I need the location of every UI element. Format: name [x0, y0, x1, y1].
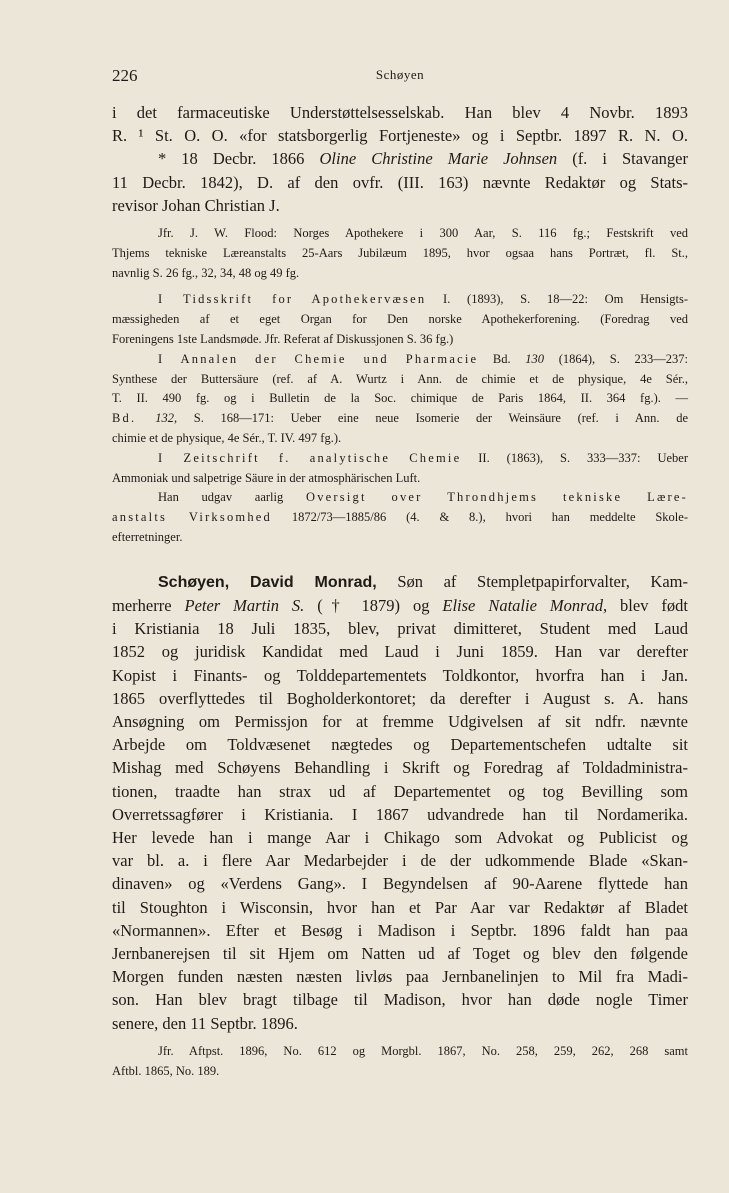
main-entry-sources	[112, 1042, 688, 1082]
text-line: Mishag med Schøyens Behandling i Skrift og Foredrag af Toldadministra-	[112, 758, 688, 778]
page-content	[112, 101, 688, 1081]
main-entry	[112, 570, 688, 1035]
work-line: mæssigheden af et eget Organ for Den norske Apothekerforening. (Foredrag ved	[112, 312, 688, 327]
text-line: til Stoughton i Wisconsin, hvor han et Par Aar var Redaktør af Bladet	[112, 897, 688, 917]
source-line: Aftbl. 1865, No. 189.	[112, 1063, 220, 1078]
entry-headword: Schøyen, David Monrad,	[158, 573, 377, 591]
father-name: Peter Martin S.	[184, 595, 305, 615]
work-line: efterretninger.	[112, 529, 183, 544]
publication-title: Oversigt over Throndhjems tekniske Lære-	[305, 490, 689, 505]
text-line: «Normannen». Efter et Besøg i Madison i Septbr. 1896 faldt han paa	[112, 920, 688, 940]
source-line: Jfr. J. W. Flood: Norges Apothekere i 300 Aar, S. 116 fg.; Festskrift ved	[158, 226, 688, 241]
work-line: Han udgav aarlig Oversigt over Throndhjems tekniske Lære-	[158, 490, 689, 505]
work-line: I Tidsskrift for Apothekervæsen I. (1893), S. 18—22: Om Hensigts-	[158, 292, 689, 307]
text-line: son. Han blev bragt tilbage til Madison, hvor han døde nogle Timer	[112, 990, 688, 1010]
source-line: navnlig S. 26 fg., 32, 34, 48 og 49 fg.	[112, 265, 300, 280]
text-line: * 18 Decbr. 1866 Oline Christine Marie Johnsen (f. i Stavanger	[158, 149, 688, 169]
spouse-name: Oline Christine Marie Johnsen	[319, 149, 558, 169]
journal-title: I Zeitschrift f. analytische Chemie	[158, 450, 462, 465]
work-line: Foreningens 1ste Landsmøde. Jfr. Referat af Diskussjonen S. 36 fg.)	[112, 332, 454, 346]
prev-entry-body	[112, 101, 688, 217]
text-line: dinaven» og «Verdens Gang». I Begyndelsen af 90-Aarene flyttede han	[112, 874, 688, 894]
work-line: chimie et de physique, 4e Sér., T. IV. 497 fg.).	[112, 430, 342, 445]
text-line: var bl. a. i flere Aar Medarbejder i de der udkommende Blade «Skan-	[112, 851, 688, 871]
text-line: tionen, traadte han strax ud af Departementet og tog Bevilling som	[112, 781, 688, 801]
text-line: Arbejde om Toldvæsenet nægtedes og Departementschefen udtalte sit	[112, 735, 688, 755]
text-line: 1852 og juridisk Kandidat med Laud i Juni 1859. Han var derefter	[112, 642, 688, 662]
work-line: Bd. 132, S. 168—171: Ueber eine neue Isomerie der Weinsäure (ref. i Ann. de	[112, 411, 689, 426]
text-line: senere, den 11 Septbr. 1896.	[112, 1013, 298, 1033]
text-line: i det farmaceutiske Understøttelsesselskab. Han blev 4 Novbr. 1893	[112, 103, 688, 122]
text-line: 11 Decbr. 1842), D. af den ovfr. (III. 163) nævnte Redaktør og Stats-	[112, 172, 688, 192]
text-line: Overretssagfører i Kristiania. I 1867 udvandrede han til Nordamerika.	[112, 804, 688, 824]
journal-title: I Annalen der Chemie und Pharmacie	[158, 351, 479, 366]
prev-entry-sources	[112, 224, 688, 283]
mother-name: Elise Natalie Monrad	[442, 595, 603, 615]
page-number: 226	[112, 66, 138, 85]
work-line: Ammoniak und salpetrige Säure in der atmosphärischen Luft.	[112, 470, 421, 485]
source-line: Jfr. Aftpst. 1896, No. 612 og Morgbl. 1867, No. 258, 259, 262, 268 samt	[158, 1043, 688, 1058]
source-line: Thjems tekniske Læreanstalts 25-Aars Jubilæum 1895, hvor ogsaa hans Portræt, fl. St.,	[112, 245, 688, 260]
work-line: I Annalen der Chemie und Pharmacie Bd. 130 (1864), S. 233—237:	[158, 351, 688, 366]
text-line: Her levede han i mange Aar i Chikago som Advokat og Publicist og	[112, 828, 688, 847]
work-line: T. II. 490 fg. og i Bulletin de la Soc. chimique de Paris 1864, II. 364 fg.). —	[112, 391, 688, 406]
text-line: 1865 overflyttedes til Bogholderkontoret; da derefter i August s. A. hans	[112, 688, 688, 708]
text-line: Kopist i Finants- og Tolddepartementets Toldkontor, hvorfra han i Jan.	[112, 665, 688, 685]
entry-first-line: Schøyen, David Monrad, Søn af Stempletpapirforvalter, Kam-	[158, 571, 689, 591]
text-line: merherre Peter Martin S. († 1879) og Elise Natalie Monrad, blev født	[112, 595, 688, 615]
text-line: i Kristiania 18 Juli 1835, blev, privat dimitteret, Student med Laud	[112, 619, 688, 639]
journal-title: I Tidsskrift for Apothekervæsen	[158, 292, 427, 307]
running-head: Schøyen	[375, 67, 425, 82]
page-header	[112, 66, 688, 86]
text-line: Ansøgning om Permissjon for at fremme Udgivelsen af sit ndfr. nævnte	[112, 711, 688, 731]
work-line: I Zeitschrift f. analytische Chemie II. (1863), S. 333—337: Ueber	[158, 450, 688, 465]
text-line: Jernbanerejsen til sit Hjem om Natten ud af Toget og blev den følgende	[112, 944, 688, 964]
text-line: R. ¹ St. O. O. «for statsborgerlig Fortjeneste» og i Septbr. 1897 R. N. O.	[112, 126, 688, 146]
text-line: Morgen funden næsten næsten livløs paa Jernbanelinjen to Mil fra Madi-	[112, 967, 688, 987]
prev-entry-works	[112, 290, 688, 547]
text-line: revisor Johan Christian J.	[112, 195, 280, 215]
work-line: Synthese der Buttersäure (ref. af A. Wurtz i Ann. de chimie et de physique, 4e Sér.,	[112, 371, 688, 386]
work-line: anstalts Virksomhed 1872/73—1885/86 (4. & 8.), hvori han meddelte Skole-	[112, 510, 688, 525]
